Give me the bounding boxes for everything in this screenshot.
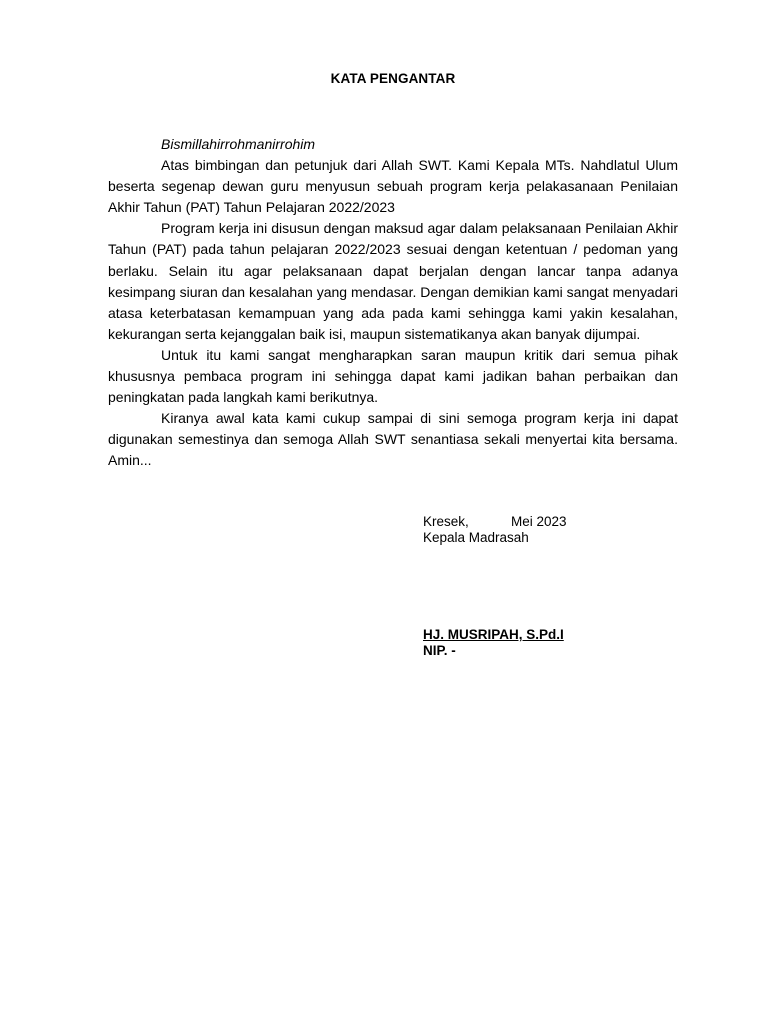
signature-position: Kepala Madrasah bbox=[423, 530, 529, 545]
paragraph-1: Atas bimbingan dan petunjuk dari Allah SWT. Kami Kepala MTs. Nahdlatul Ulum beserta segenap dewan guru menyusun sebuah program kerja pelakasanaan Penilaian Akhir Tahun (PAT) Tahun Pelajaran 2022/2023 bbox=[108, 157, 678, 216]
paragraph-2: Program kerja ini disusun dengan maksud agar dalam pelaksanaan Penilaian Akhir Tahun (PAT) pada tahun pelajaran 2022/2023 sesuai dengan ketentuan / pedoman yang berlaku. Selain itu agar pelaksanaan dapat berjalan dengan lancar tanpa adanya kesimpang siuran dan kesalahan yang mendasar. Dengan demikian kami sangat menyadari atasa keterbatasan kemampuan yang ada pada kami sehingga kami yakin kesalahan, kekurangan serta kejanggalan baik isi, maupun sistematikanya akan banyak dijumpai. bbox=[108, 220, 678, 342]
paragraph-4: Kiranya awal kata kami cukup sampai di sini semoga program kerja ini dapat digunakan semestinya dan semoga Allah SWT senantiasa sekali menyertai kita bersama. Amin... bbox=[108, 410, 678, 469]
signature-block bbox=[423, 514, 567, 546]
place-date bbox=[423, 514, 567, 530]
signature-date: Mei 2023 bbox=[511, 514, 567, 529]
document-title: KATA PENGANTAR bbox=[330, 71, 456, 86]
signature-place: Kresek, bbox=[423, 514, 469, 529]
signatory-block bbox=[423, 627, 564, 659]
signatory-name: HJ. MUSRIPAH, S.Pd.I bbox=[423, 627, 564, 642]
signatory-nip: NIP. - bbox=[423, 643, 456, 658]
document-body bbox=[108, 134, 678, 472]
greeting-text: Bismillahirrohmanirrohim bbox=[161, 136, 316, 152]
paragraph-3: Untuk itu kami sangat mengharapkan saran maupun kritik dari semua pihak khususnya pembaca program ini sehingga dapat kami jadikan bahan perbaikan dan peningkatan pada langkah kami berikutnya. bbox=[108, 346, 678, 406]
